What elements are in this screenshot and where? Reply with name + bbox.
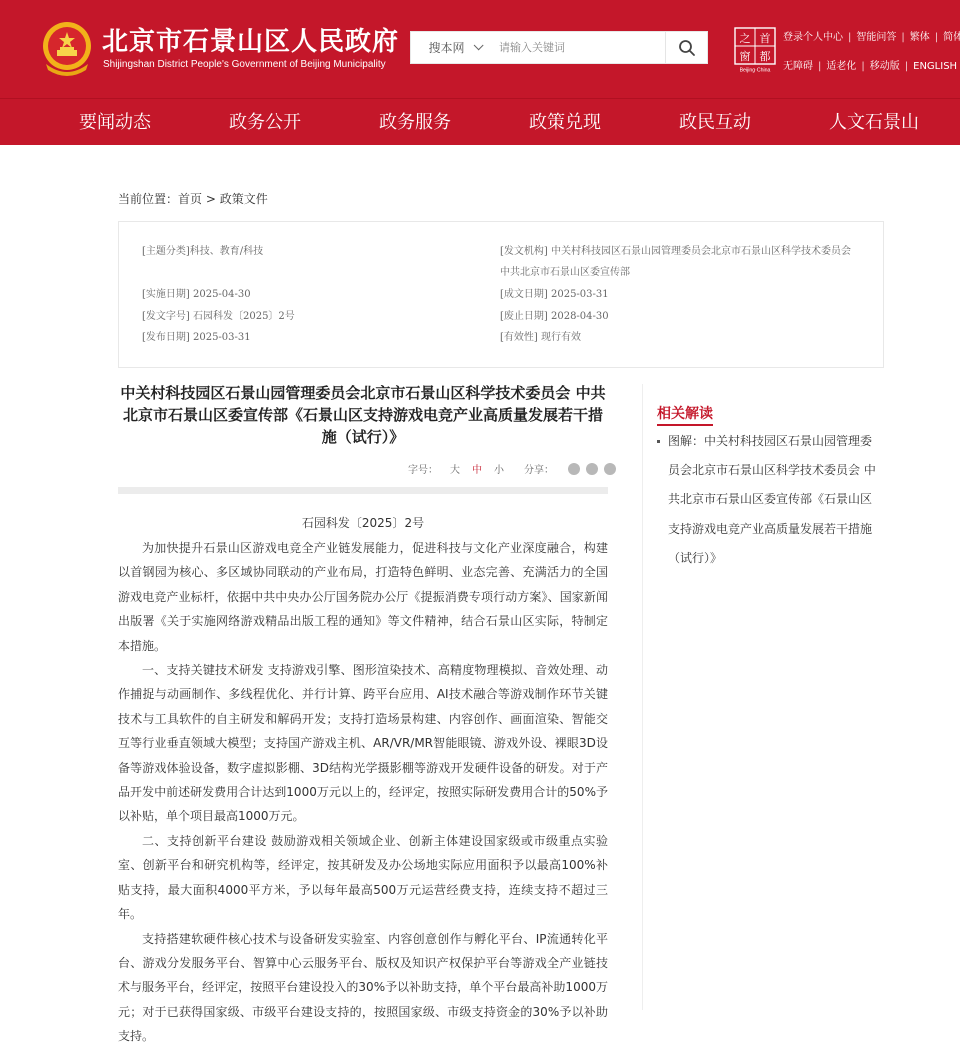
elderly-mode-link[interactable]: 适老化: [826, 61, 857, 72]
nav-item-interaction[interactable]: 政民互动: [679, 112, 751, 133]
meta-subject: [主题分类]科技、教育/科技: [142, 246, 264, 257]
link-separator: |: [848, 32, 852, 43]
breadcrumb-label: 当前位置：: [118, 192, 179, 206]
article-doc-number: 石园科发〔2025〕2号: [301, 516, 425, 530]
article-paragraph: 二、支持创新平台建设 鼓励游戏相关领域企业、创新主体建设国家级或市级重点实验室、创新平台和研究机构等，经评定，按其研发及办公场地实际应用面积予以最高100%补贴支持，最大面积4000平方米，予以每年最高500万元运营经费支持，连续支持不超过三年。: [118, 833, 608, 922]
site-subtitle: Shijingshan District People's Government of Beijing Municipality: [103, 59, 386, 70]
font-size-label: 字号：: [408, 465, 438, 476]
share-label: 分享：: [524, 465, 554, 476]
traditional-chinese-link[interactable]: 繁体: [909, 32, 930, 43]
site-header: [0, 0, 963, 98]
top-links-row1: [783, 28, 963, 43]
related-interpretation-link[interactable]: 图解：中关村科技园区石景山园管理委员会北京市石景山区科学技术委员会 中共北京市石景山区委宣传部《石景山区支持游戏电竞产业高质量发展若干措施（试行）》: [668, 434, 876, 565]
smart-qa-link[interactable]: 智能问答: [856, 32, 897, 43]
font-size-small-button[interactable]: 小: [494, 465, 504, 476]
bullet-icon: [657, 440, 660, 443]
svg-text:都: 都: [759, 50, 771, 63]
search-scope-select[interactable]: [411, 32, 497, 63]
link-separator: |: [861, 61, 865, 72]
english-link[interactable]: ENGLISH: [913, 61, 958, 72]
meta-expiry-date: [废止日期] 2028-04-30: [500, 311, 609, 322]
article-paragraph: 支持搭建软硬件核心技术与设备研发实验室、内容创意创作与孵化平台、IP流通转化平台、游戏分发服务平台、智算中心云服务平台、版权及知识产权保护平台等游戏全产业链技术与服务平台，经评定，按照平台建设投入的30%予以补助支持，单个平台最高补助1000万元；对于已获得国家级、市级平台建设支持的，按照国家级、市级支持资金的30%予以补助支持。: [118, 931, 608, 1044]
meta-publish-date: [发布日期] 2025-03-31: [142, 332, 251, 343]
main-nav: [0, 98, 960, 145]
nav-item-gov-affairs[interactable]: 政务公开: [229, 112, 301, 133]
link-separator: |: [934, 32, 939, 43]
search-button[interactable]: [665, 32, 707, 63]
accessibility-link[interactable]: 无障碍: [783, 61, 813, 72]
svg-text:窗: 窗: [739, 50, 751, 63]
wechat-share-icon[interactable]: [568, 463, 580, 475]
meta-written-date: [成文日期] 2025-03-31: [500, 289, 609, 300]
article-body: [118, 536, 608, 1049]
document-meta-box: [118, 221, 884, 368]
mobile-version-link[interactable]: 移动版: [869, 61, 900, 72]
article-paragraph: 为加快提升石景山区游戏电竞全产业链发展能力，促进科技与文化产业深度融合，构建以首钢园为核心、多区域协同联动的产业布局，打造特色鲜明、业态完善、充满活力的全国游戏电竞产业标杆，依据中共中央办公厅国务院办公厅《提振消费专项行动方案》、国家新闻出版署《关于实施网络游戏精品出版工程的通知》等文件精神，结合石景山区实际，特制定本措施。: [118, 541, 608, 653]
article-tools: [408, 461, 616, 476]
weibo-share-icon[interactable]: [586, 463, 598, 475]
qq-share-icon[interactable]: [604, 463, 616, 475]
meta-issuer: [发文机构] 中关村科技园区石景山园管理委员会北京市石景山区科学技术委员会 中共北京市石景山区委宣传部: [500, 246, 851, 278]
meta-doc-number: [发文字号] 石园科发〔2025〕2号: [142, 311, 295, 322]
breadcrumb-separator: >: [202, 192, 220, 206]
link-separator: |: [818, 61, 822, 72]
capital-window-logo-icon[interactable]: [734, 27, 776, 73]
login-center-link[interactable]: 登录个人中心: [783, 32, 843, 43]
meta-validity: [有效性] 现行有效: [500, 332, 581, 343]
article-divider: [118, 487, 608, 494]
font-size-large-button[interactable]: 大: [450, 465, 460, 476]
search-input[interactable]: [499, 32, 665, 63]
nav-item-gov-services[interactable]: 政务服务: [379, 112, 451, 133]
top-links-row2: [783, 57, 957, 72]
svg-text:首: 首: [759, 32, 771, 45]
sidebar-divider: [642, 384, 643, 1010]
article-paragraph: 一、支持关键技术研发 支持游戏引擎、图形渲染技术、高精度物理模拟、音效处理、动作捕捉与动画制作、多线程优化、并行计算、跨平台应用、AI技术融合等游戏制作环节关键技术与工具软件的自主研发和解码开发；支持打造场景构建、内容创作、画面渲染、智能交互等行业垂直领域大模型；支持国产游戏主机、AR/VR/MR智能眼镜、游戏外设、裸眼3D设备等游戏体验设备，数字虚拟影棚、3D结构光学摄影棚等游戏开发硬件设备的研发。对于产品开发中前述研发费用合计达到1000万元以上的，经评定，按照实际研发费用合计的50%予以补贴，单个项目最高1000万元。: [118, 663, 608, 824]
search-box: [410, 31, 708, 64]
breadcrumb-home-link[interactable]: 首页: [178, 192, 203, 206]
svg-text:Beijing·China: Beijing·China: [739, 67, 771, 74]
link-separator: |: [901, 32, 905, 43]
font-size-medium-button[interactable]: 中: [472, 465, 482, 476]
search-icon: [678, 39, 696, 57]
related-interpretation-heading: 相关解读: [657, 406, 713, 422]
site-title[interactable]: 北京市石景山区人民政府: [102, 27, 400, 57]
chevron-down-icon: [473, 40, 483, 50]
article-title: 中关村科技园区石景山园管理委员会北京市石景山区科学技术委员会 中共北京市石景山区委宣传部《石景山区支持游戏电竞产业高质量发展若干措施（试行）》: [120, 384, 606, 446]
meta-effective-date: [实施日期] 2025-04-30: [142, 289, 251, 300]
heading-underline: [657, 424, 713, 426]
breadcrumb: [118, 190, 268, 207]
nav-item-policy[interactable]: 政策兑现: [529, 112, 601, 133]
simplified-chinese-link[interactable]: 简体: [943, 32, 963, 43]
nav-item-culture[interactable]: 人文石景山: [829, 112, 919, 133]
svg-text:之: 之: [739, 32, 751, 45]
nav-item-news[interactable]: 要闻动态: [79, 112, 151, 133]
breadcrumb-current-link[interactable]: 政策文件: [219, 192, 268, 206]
national-emblem-icon: [40, 20, 94, 78]
search-scope-label: 搜本网: [428, 41, 465, 55]
link-separator: |: [904, 61, 909, 72]
